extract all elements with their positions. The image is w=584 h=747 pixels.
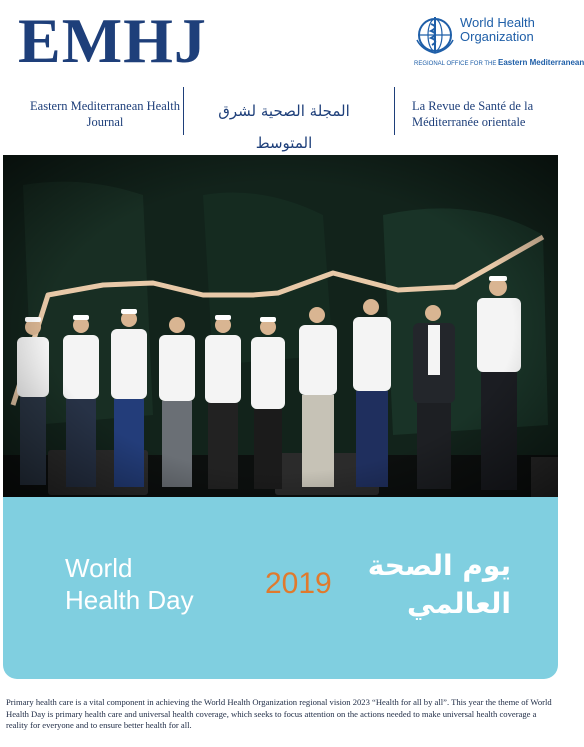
world-health-day-banner	[3, 497, 558, 679]
journal-title-arabic: المجلة الصحية لشرق المتوسط	[218, 102, 350, 152]
who-name: World Health Organization	[460, 15, 535, 44]
title-divider	[183, 87, 184, 135]
cover-photo-illustration	[3, 155, 558, 500]
who-region	[414, 58, 584, 67]
year-label: 2019	[265, 567, 332, 600]
world-health-day-title-english: World Health Day	[65, 553, 194, 615]
who-region-prefix: REGIONAL OFFICE FOR THE	[414, 61, 497, 67]
emhj-logo: EMHJ	[18, 5, 207, 76]
who-logo	[414, 14, 584, 68]
who-region-name: Eastern Mediterranean	[498, 58, 584, 67]
title-divider	[394, 87, 395, 135]
cover-photo	[3, 155, 558, 500]
world-health-day-title-arabic: يوم الصحة العالمي	[367, 549, 511, 620]
journal-title-french: La Revue de Santé de la Méditerranée orientale	[412, 99, 534, 129]
who-emblem-icon	[414, 14, 456, 56]
masthead	[0, 0, 584, 152]
cover-caption: Primary health care is a vital component in achieving the World Health Organization regional vision 2023 “Health for all by all”. This year the theme of World Health Day is primary health care and universal health coverage, which seeks to focus attention on the actions needed to make universal health coverage a reality for everyone and to ensure better health for all.	[6, 697, 552, 730]
journal-title-english: Eastern Mediterranean Health Journal	[30, 99, 180, 129]
